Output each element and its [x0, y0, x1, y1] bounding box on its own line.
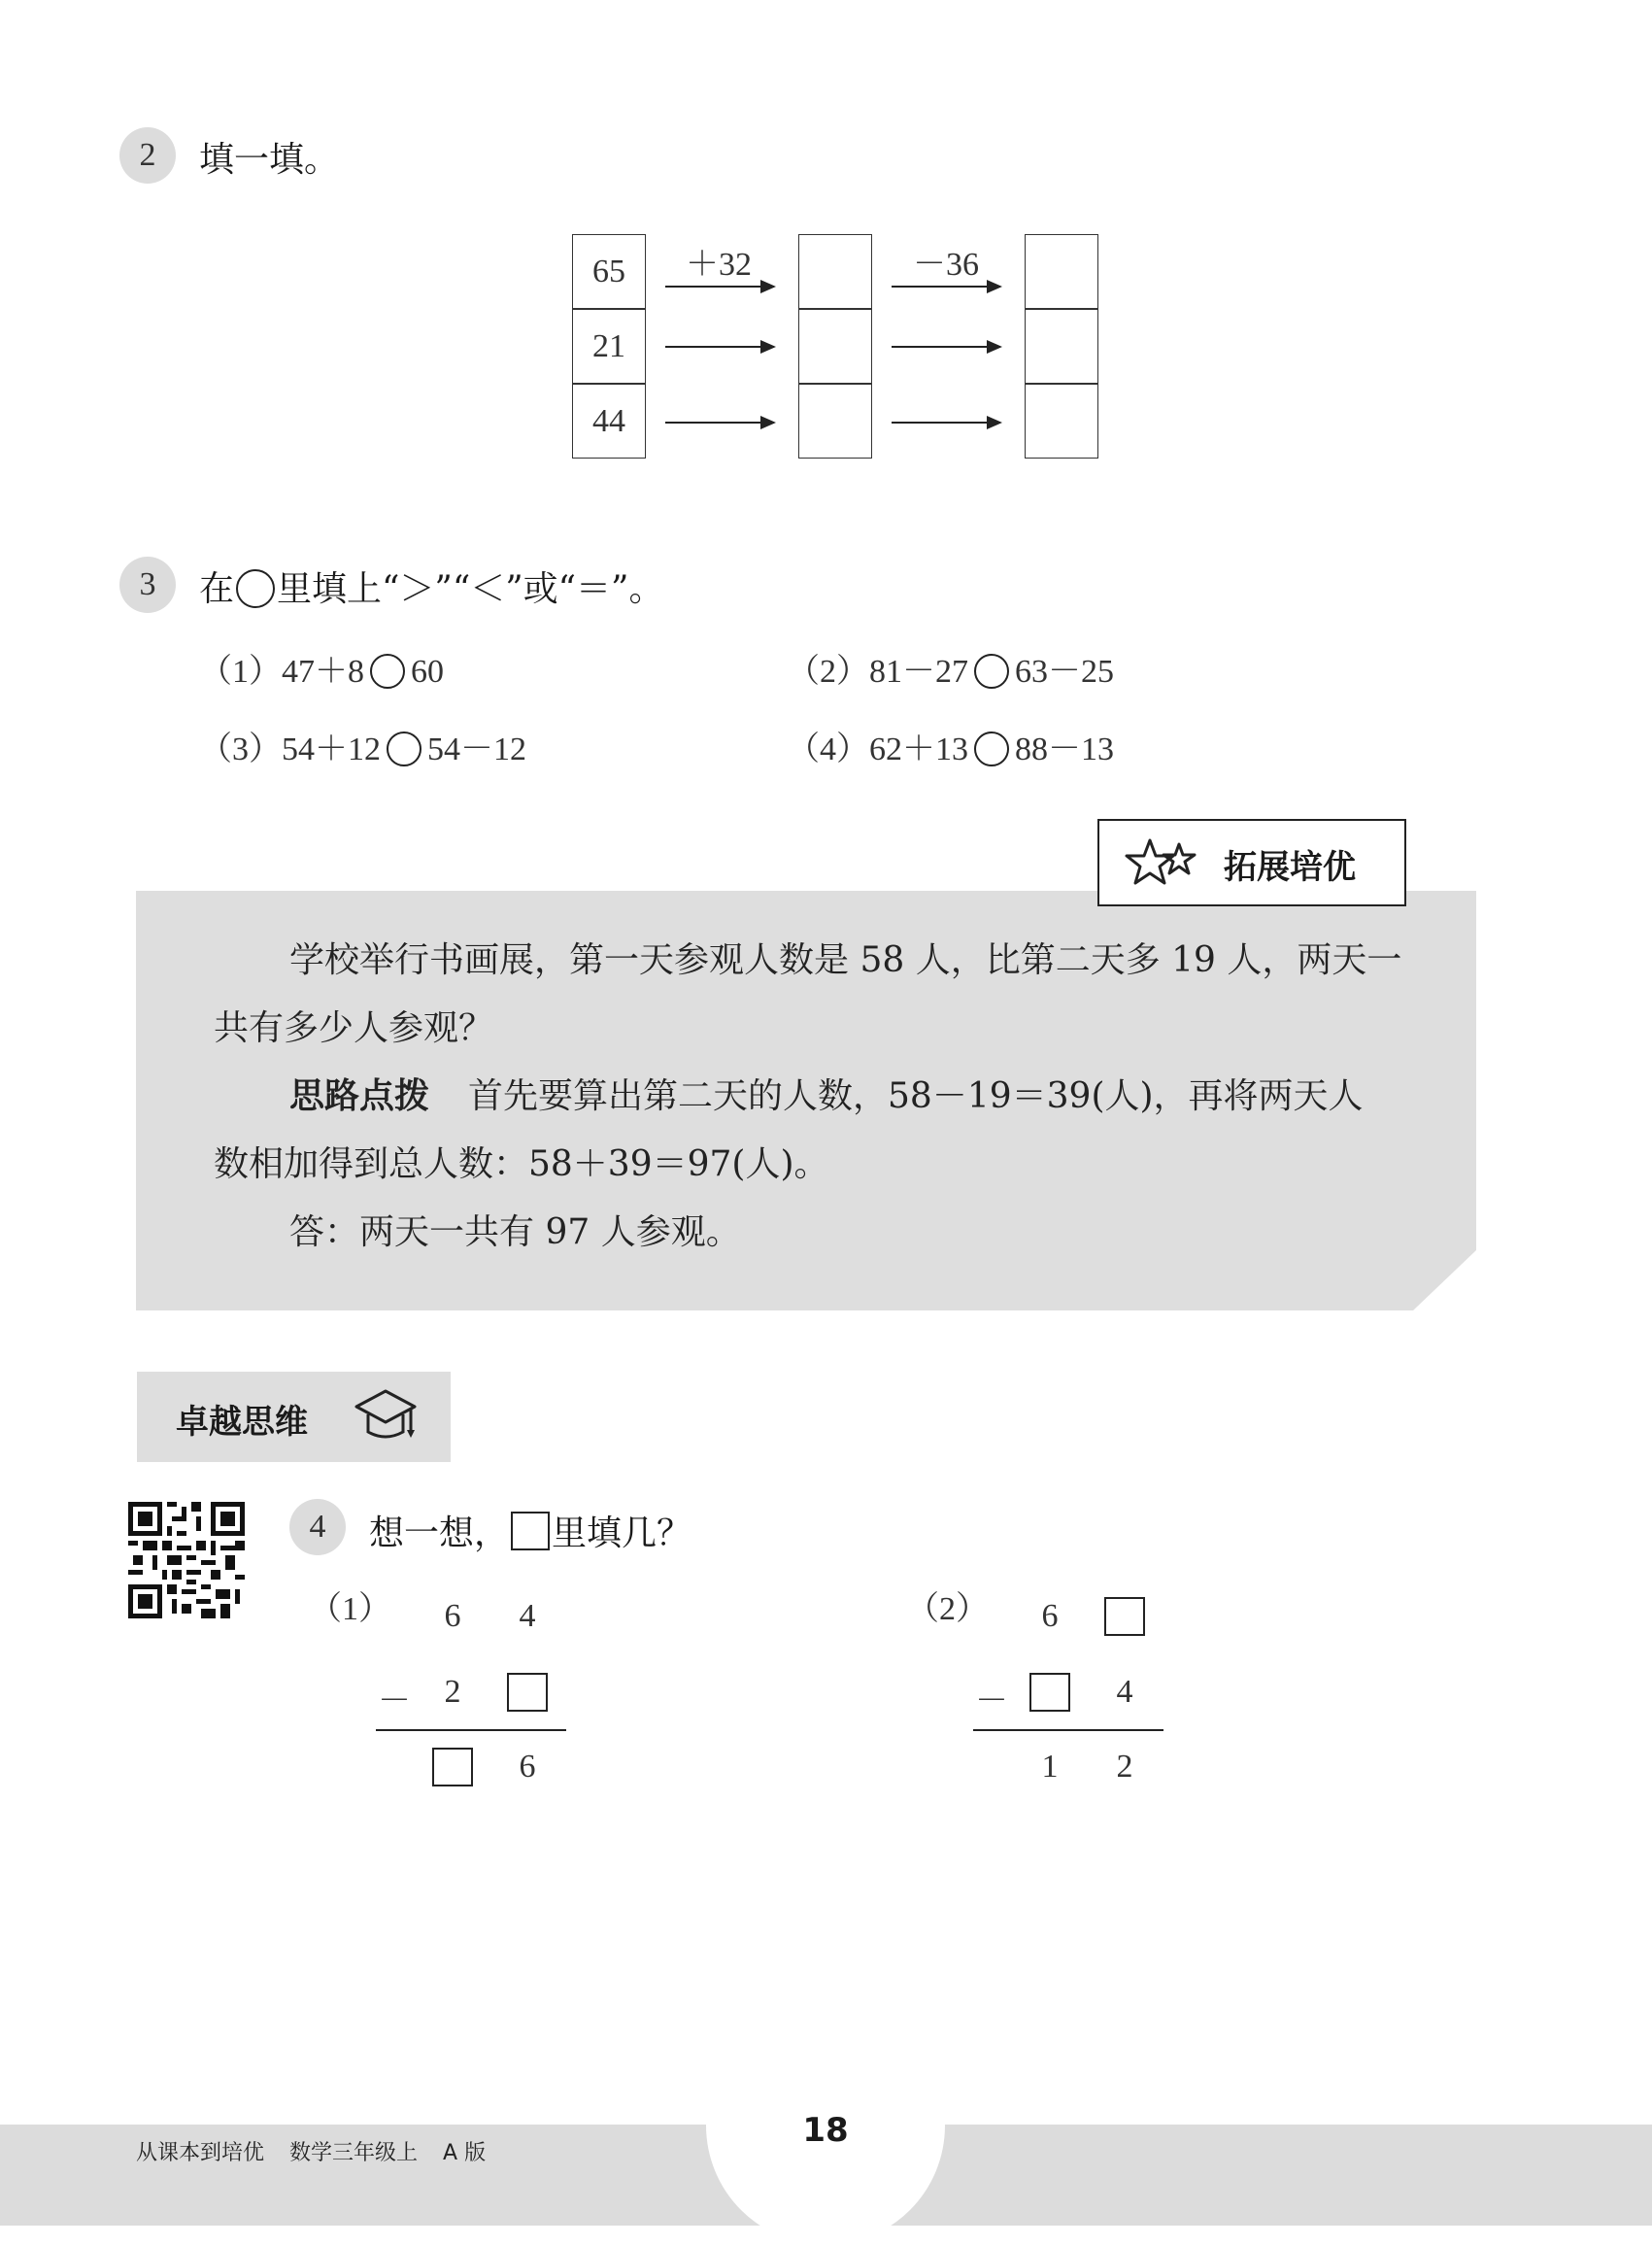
arrow-icon [665, 346, 774, 348]
answer-cell[interactable] [798, 309, 872, 384]
hint-label: 思路点拨 [289, 1076, 430, 1116]
title-text: 想一想， [369, 1514, 510, 1553]
digit: 1 [1041, 1749, 1059, 1785]
answer-box[interactable] [1104, 1597, 1145, 1636]
hint-line-1 [289, 1069, 1364, 1118]
extension-badge [1097, 819, 1406, 906]
answer-line: 答：两天一共有 97 人参观。 [289, 1212, 741, 1252]
footer-info [136, 2136, 511, 2166]
answer-circle[interactable] [974, 731, 1009, 766]
digit: 4 [1116, 1674, 1133, 1710]
answer-box[interactable] [432, 1748, 473, 1786]
operation-minus-label: －36 [913, 247, 979, 283]
compare-item-2: （2）81－27 63－25 [787, 654, 1114, 690]
sum-line [973, 1729, 1163, 1731]
problem-line-1: 学校举行书画展，第一天参观人数是 58 人，比第二天多 19 人，两天一 [289, 940, 1402, 980]
qr-code-icon [128, 1502, 245, 1618]
arrow-icon [892, 346, 1000, 348]
answer-cell[interactable] [1025, 309, 1098, 384]
section-title: 卓越思维 [176, 1403, 308, 1442]
digit: 4 [519, 1598, 536, 1634]
compare-item-1: （1）47＋8 60 [199, 654, 444, 690]
section-header [137, 1372, 451, 1462]
edition: A 版 [443, 2141, 487, 2165]
question-number-2: 2 [119, 127, 176, 184]
minus-sign: － [378, 1684, 411, 1719]
answer-box[interactable] [1029, 1673, 1070, 1712]
title-text: 里填几？ [552, 1514, 692, 1553]
book-title: 从课本到培优 [136, 2141, 265, 2165]
arrow-icon [665, 422, 774, 424]
subject: 数学三年级上 [289, 2141, 419, 2165]
problem-line-2: 共有多少人参观？ [214, 1008, 494, 1048]
question-number-3: 3 [119, 557, 176, 613]
digit: 6 [519, 1749, 536, 1785]
answer-circle[interactable] [387, 731, 421, 766]
arrow-icon [665, 286, 774, 288]
problem-label: （2） [906, 1591, 989, 1627]
answer-cell[interactable] [1025, 234, 1098, 309]
title-text: 在 [199, 569, 235, 609]
digit: 6 [444, 1598, 461, 1634]
star-outline-icon [1123, 836, 1202, 891]
answer-cell[interactable] [1025, 384, 1098, 459]
answer-circle[interactable] [974, 654, 1009, 689]
page-number: 18 [802, 2111, 849, 2150]
problem-label: （1） [309, 1591, 391, 1627]
question-2-title: 填一填。 [199, 140, 340, 180]
compare-item-3: （3）54＋12 54－12 [199, 731, 526, 767]
digit: 6 [1041, 1598, 1059, 1634]
start-cell-2: 21 [572, 309, 646, 384]
digit: 2 [444, 1674, 461, 1710]
square-icon [511, 1512, 550, 1550]
digit: 2 [1116, 1749, 1133, 1785]
title-text: 里填上“＞”“＜”或“＝”。 [277, 569, 664, 609]
question-3-title [199, 561, 663, 611]
answer-box[interactable] [507, 1673, 548, 1712]
compare-item-4: （4）62＋13 88－13 [787, 731, 1114, 767]
arrow-icon [892, 422, 1000, 424]
hint-line-2: 数相加得到总人数：58＋39＝97(人)。 [214, 1144, 829, 1184]
badge-title: 拓展培优 [1224, 848, 1356, 887]
arrow-icon [892, 286, 1000, 288]
start-cell-3: 44 [572, 384, 646, 459]
answer-cell[interactable] [798, 384, 872, 459]
answer-circle[interactable] [370, 654, 405, 689]
question-number-4: 4 [289, 1499, 346, 1555]
circle-icon [236, 569, 275, 608]
question-4-title [369, 1506, 691, 1555]
answer-cell[interactable] [798, 234, 872, 309]
graduation-cap-icon [353, 1385, 419, 1446]
hint-text: 首先要算出第二天的人数，58－19＝39(人)，再将两天人 [468, 1076, 1364, 1116]
operation-plus-label: ＋32 [686, 247, 752, 283]
minus-sign: － [975, 1684, 1008, 1719]
start-cell-1: 65 [572, 234, 646, 309]
sum-line [376, 1729, 566, 1731]
